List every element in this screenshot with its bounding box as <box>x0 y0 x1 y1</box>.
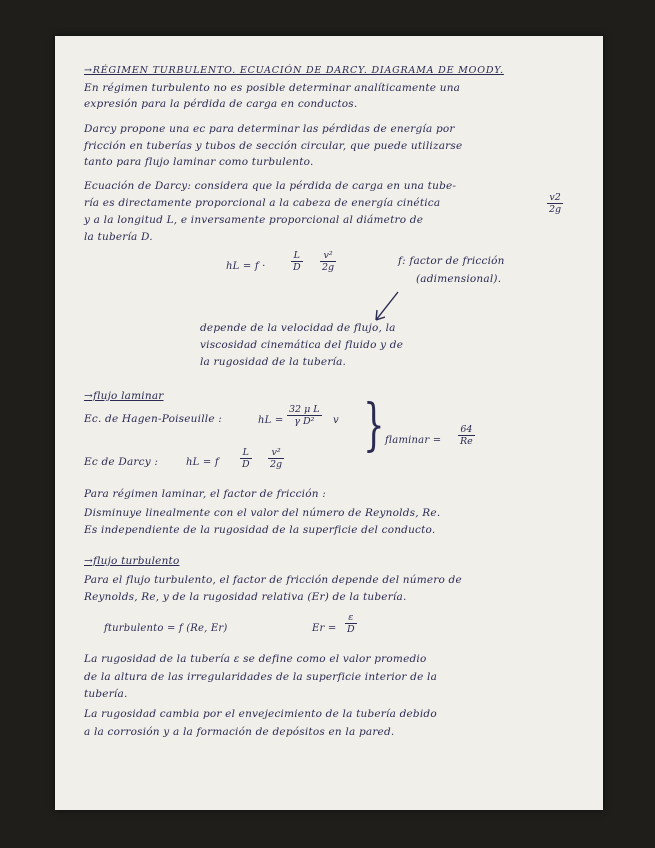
intro-line-2: expresión para la pérdida de carga en conductos. <box>84 98 358 110</box>
darcy-laminar-label: Ec de Darcy : <box>84 456 159 468</box>
darcy-formula-lhs: hL = f · <box>226 261 266 272</box>
ecuacion-line-2: ría es directamente proporcional a la cabeza de energía cinética <box>84 197 441 209</box>
intro-line-1: En régimen turbulento no es posible determinar analíticamente una <box>84 82 461 94</box>
ecuacion-line-1: Ecuación de Darcy: considera que la pérdida de carga en una tube- <box>84 180 457 192</box>
frac-den: γ D² <box>294 416 315 427</box>
frac-den: D <box>293 262 301 273</box>
turbulento-line-2: Reynolds, Re, y de la rugosidad relativa (Er) de la tubería. <box>84 591 407 603</box>
depends-line-2: viscosidad cinemática del fluido y de <box>200 339 404 351</box>
rugosidad-line-1: La rugosidad de la tubería ε se define como el valor promedio <box>84 653 427 665</box>
frac-num: 64 <box>458 424 475 436</box>
darcy-laminar-L-over-D <box>240 447 252 470</box>
er-lhs: Er = <box>312 623 337 634</box>
frac-num: L <box>240 447 252 459</box>
depends-line-1: depende de la velocidad de flujo, la <box>200 322 396 334</box>
frac-den: 2g <box>322 262 335 273</box>
darcy-line-2: fricción en tuberías y tubos de sección circular, que puede utilizarse <box>84 140 463 152</box>
laminar-note-3: Es independiente de la rugosidad de la superficie del conducto. <box>84 524 436 536</box>
last-line-2: a la corrosión y a la formación de depósitos en la pared. <box>84 726 395 738</box>
frac-num: 32 μ L <box>289 404 320 415</box>
darcy-laminar-v2-over-2g <box>268 447 284 470</box>
kinetic-den: 2g <box>549 204 562 215</box>
hagen-poiseuille-label: Ec. de Hagen-Poiseuille : <box>84 413 223 425</box>
rugosidad-line-2: de la altura de las irregularidades de la superficie interior de la <box>84 671 438 683</box>
flaminar-lhs: flaminar = <box>385 435 442 446</box>
kinetic-num: v2 <box>547 192 563 204</box>
frac-den: D <box>347 624 355 635</box>
hp-tail: v <box>333 415 339 426</box>
last-line-1: La rugosidad cambia por el envejecimiento de la tubería debido <box>84 708 437 720</box>
friction-note-adim: (adimensional). <box>416 273 502 285</box>
er-fraction <box>345 612 357 635</box>
darcy-laminar-lhs: hL = f <box>186 457 219 468</box>
ecuacion-line-3: y a la longitud L, e inversamente proporcional al diámetro de <box>84 214 424 226</box>
frac-num: v² <box>268 447 284 459</box>
kinetic-head-fraction <box>547 192 563 215</box>
frac-den: D <box>242 459 250 470</box>
laminar-heading: →flujo laminar <box>84 390 164 402</box>
frac-den: 2g <box>270 459 283 470</box>
rugosidad-line-3: tubería. <box>84 688 128 700</box>
brace-icon: } <box>363 393 385 458</box>
flaminar-fraction <box>458 424 475 447</box>
hp-lhs: hL = <box>258 415 284 426</box>
darcy-line-1: Darcy propone una ec para determinar las pérdidas de energía por <box>84 123 455 135</box>
arrow-icon <box>368 290 408 326</box>
page-title: →RÉGIMEN TURBULENTO. ECUACIÓN DE DARCY. DIAGRAMA DE MOODY. <box>84 65 504 76</box>
darcy-line-3: tanto para flujo laminar como turbulento. <box>84 156 314 168</box>
darcy-formula-v2-over-2g <box>320 250 336 273</box>
turbulento-line-1: Para el flujo turbulento, el factor de fricción depende del número de <box>84 574 462 586</box>
laminar-note-2: Disminuye linealmente con el valor del número de Reynolds, Re. <box>84 507 441 519</box>
turbulento-heading: →flujo turbulento <box>84 555 180 567</box>
frac-den: Re <box>460 436 473 447</box>
darcy-formula-L-over-D <box>291 250 303 273</box>
frac-num: ε <box>345 612 357 624</box>
frac-num: v² <box>320 250 336 262</box>
friction-note: f: factor de fricción <box>398 255 505 267</box>
hp-fraction <box>287 404 322 427</box>
depends-line-3: la rugosidad de la tubería. <box>200 356 347 368</box>
laminar-note-1: Para régimen laminar, el factor de fricción : <box>84 488 326 500</box>
frac-num: L <box>291 250 303 262</box>
f-turbulento: fturbulento = f (Re, Er) <box>104 623 228 634</box>
ecuacion-line-4: la tubería D. <box>84 231 153 243</box>
